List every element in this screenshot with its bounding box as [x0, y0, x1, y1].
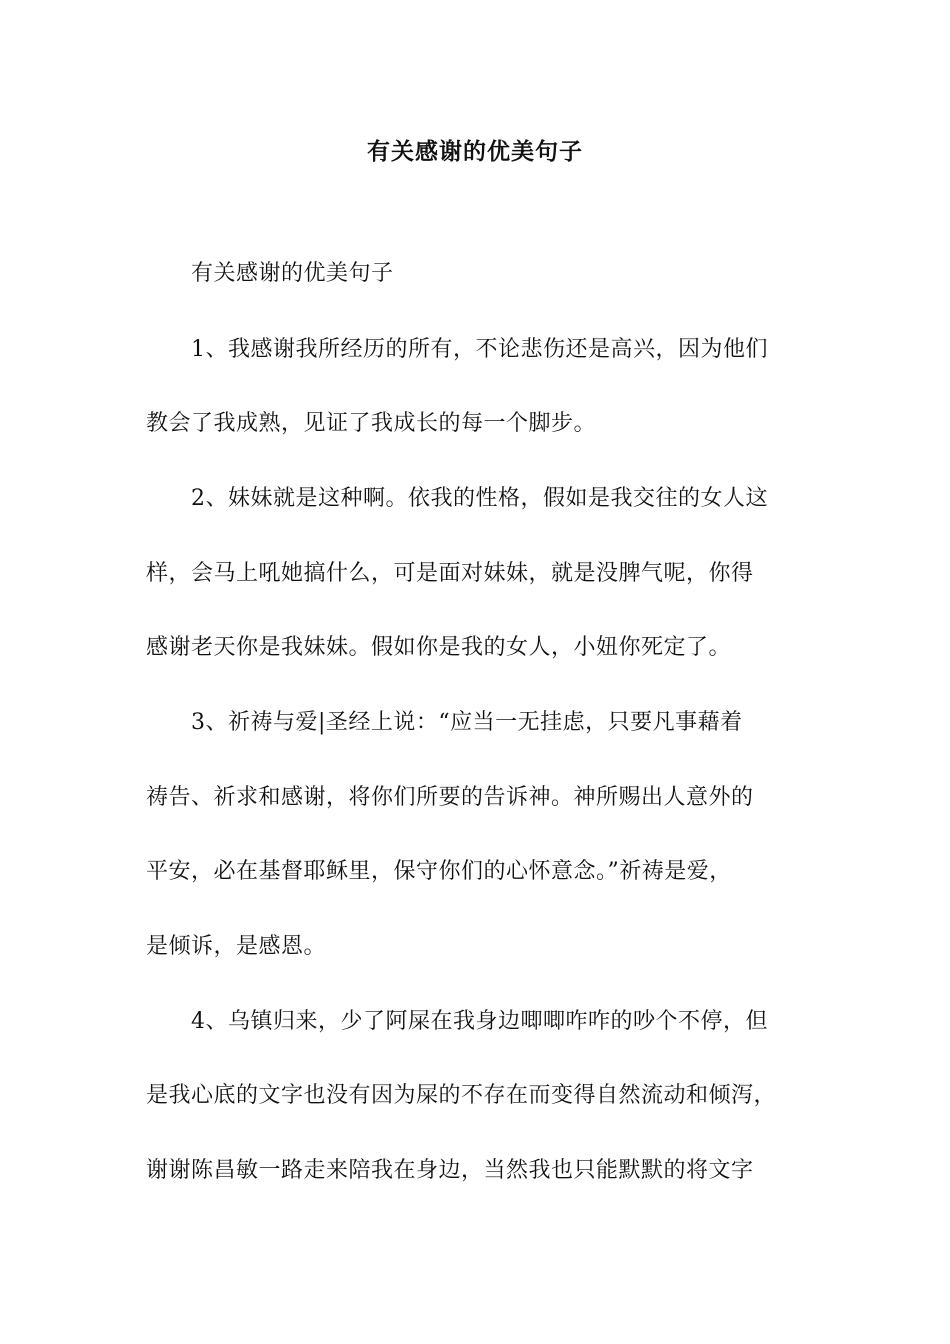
paragraph-3-line-4: 是倾诉，是感恩。 [146, 934, 327, 959]
paragraph-1-line-1: 1、我感谢我所经历的所有，不论悲伤还是高兴，因为他们 [191, 337, 768, 362]
paragraph-3-line-3: 平安，必在基督耶稣里，保守你们的心怀意念。”祈祷是爱， [146, 859, 732, 884]
paragraph-4-line-1: 4、乌镇归来，少了阿屎在我身边唧唧咋咋的吵个不停，但 [191, 1009, 768, 1034]
paragraph-2-line-2: 样，会马上吼她搞什么，可是面对妹妹，就是没脾气呢，你得 [146, 561, 754, 586]
paragraph-2-line-3: 感谢老天你是我妹妹。假如你是我的女人，小妞你死定了。 [146, 635, 732, 660]
document-title: 有关感谢的优美句子 [367, 138, 583, 165]
paragraph-3-line-1: 3、祈祷与爱|圣经上说：“应当一无挂虑，只要凡事藉着 [191, 710, 743, 735]
subtitle-line: 有关感谢的优美句子 [191, 261, 394, 286]
paragraph-2-line-1: 2、妹妹就是这种啊。依我的性格，假如是我交往的女人这 [191, 486, 768, 511]
paragraph-1-line-2: 教会了我成熟，见证了我成长的每一个脚步。 [146, 411, 597, 436]
paragraph-4-line-2: 是我心底的文字也没有因为屎的不存在而变得自然流动和倾泻， [146, 1083, 777, 1108]
paragraph-4-line-3: 谢谢陈昌敏一路走来陪我在身边，当然我也只能默默的将文字 [146, 1158, 754, 1183]
paragraph-3-line-2: 祷告、祈求和感谢，将你们所要的告诉神。神所赐出人意外的 [146, 785, 754, 810]
